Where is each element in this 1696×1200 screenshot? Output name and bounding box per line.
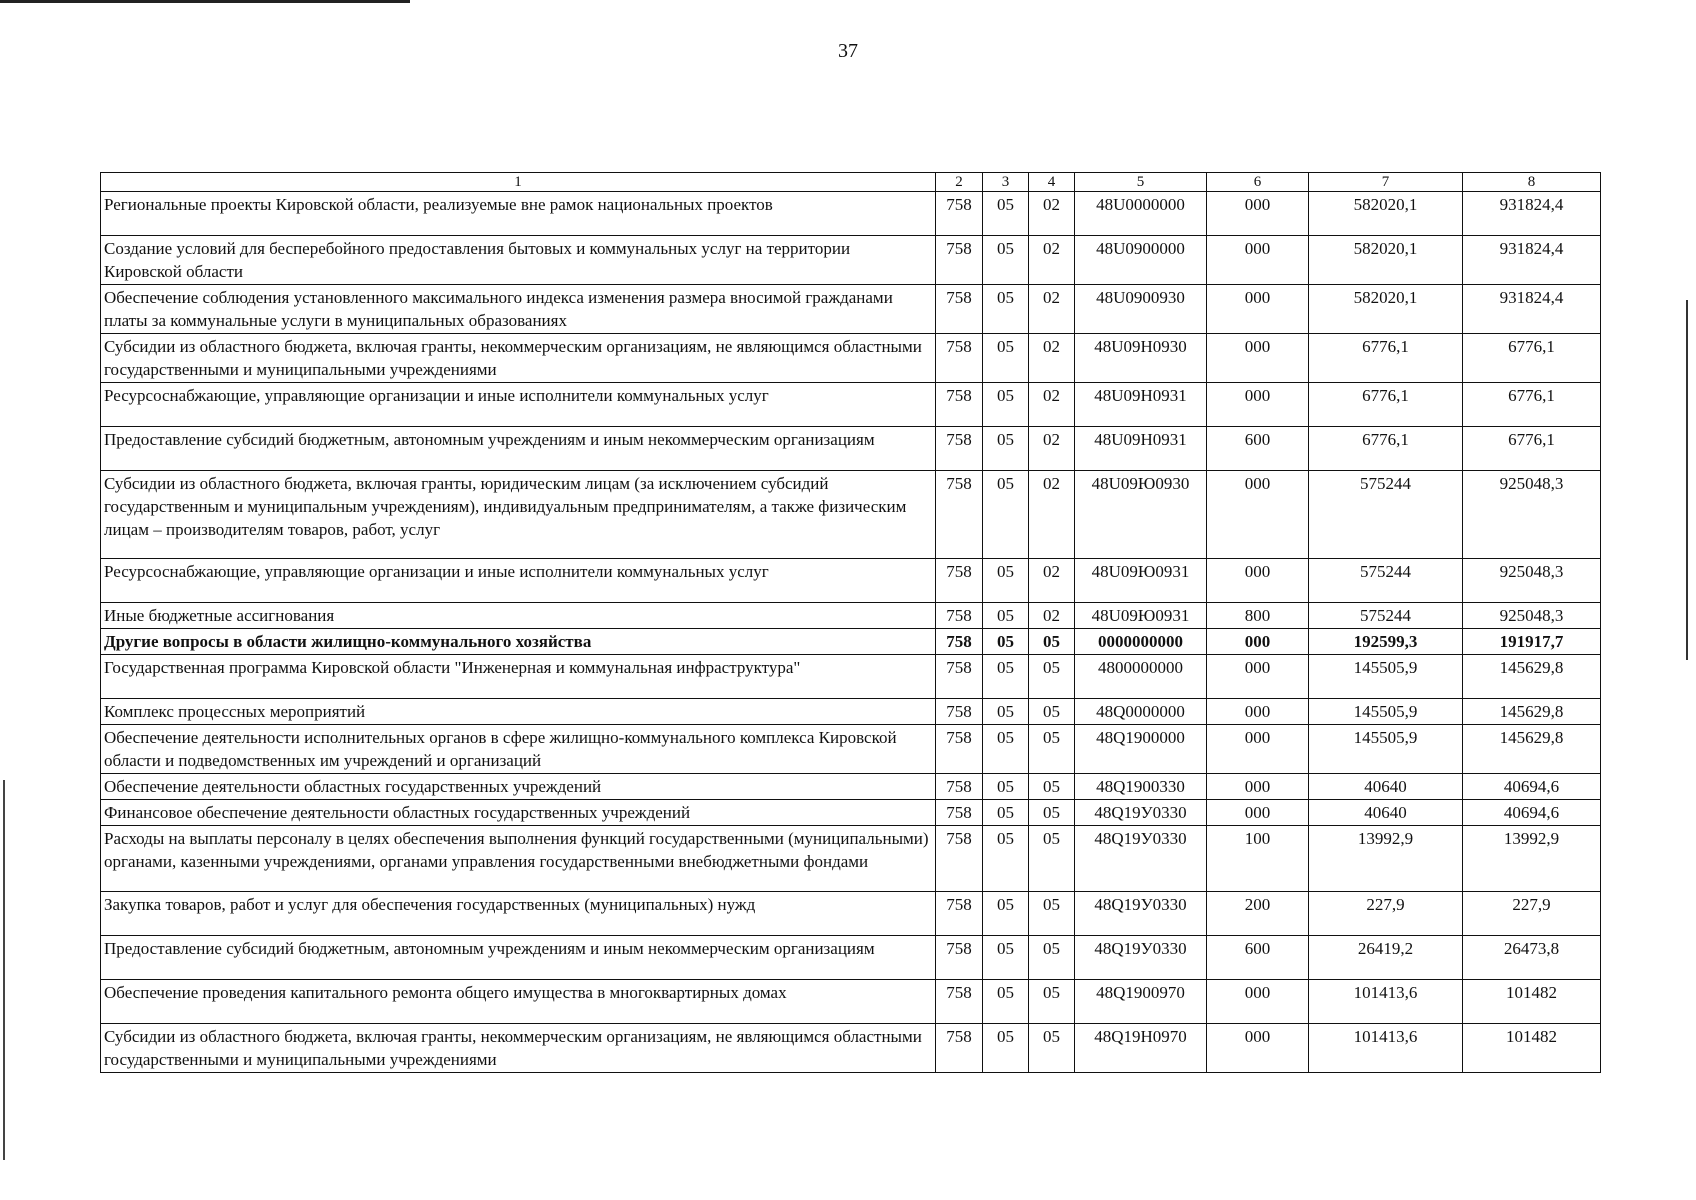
amount-year-1-cell: 40640 <box>1309 800 1463 826</box>
section-cell: 05 <box>983 236 1029 285</box>
amount-year-1-cell: 101413,6 <box>1309 980 1463 1024</box>
table-row <box>101 334 1601 383</box>
table-row <box>101 383 1601 427</box>
expense-type-cell: 000 <box>1207 1024 1309 1073</box>
target-article-cell: 48Q19У0330 <box>1075 800 1207 826</box>
expense-type-cell: 000 <box>1207 980 1309 1024</box>
item-name-cell: Государственная программа Кировской области "Инженерная и коммунальная инфраструктура" <box>101 655 936 699</box>
amount-year-1-cell: 6776,1 <box>1309 383 1463 427</box>
item-name-cell: Субсидии из областного бюджета, включая гранты, некоммерческим организациям, не являющимся областными государственными и муниципальными учреждениями <box>101 334 936 383</box>
item-name-cell: Закупка товаров, работ и услуг для обеспечения государственных (муниципальных) нужд <box>101 892 936 936</box>
section-cell: 05 <box>983 334 1029 383</box>
ministry-code-cell: 758 <box>936 892 983 936</box>
amount-year-2-cell: 925048,3 <box>1463 603 1601 629</box>
column-number-2: 2 <box>936 173 983 192</box>
amount-year-2-cell: 40694,6 <box>1463 800 1601 826</box>
section-cell: 05 <box>983 559 1029 603</box>
table-row <box>101 800 1601 826</box>
item-name-cell: Расходы на выплаты персоналу в целях обеспечения выполнения функций государственными (муниципальными) органами, казенными учреждениями, органами управления государственными внебюджетными фондами <box>101 826 936 892</box>
table-row <box>101 192 1601 236</box>
scan-edge-right <box>1686 300 1688 660</box>
table-row <box>101 559 1601 603</box>
target-article-cell: 48U09Ю0931 <box>1075 559 1207 603</box>
item-name-cell: Субсидии из областного бюджета, включая гранты, некоммерческим организациям, не являющимся областными государственными и муниципальными учреждениями <box>101 1024 936 1073</box>
target-article-cell: 48U0900000 <box>1075 236 1207 285</box>
table-row <box>101 655 1601 699</box>
table-row <box>101 285 1601 334</box>
subsection-cell: 02 <box>1029 192 1075 236</box>
item-name-cell: Ресурсоснабжающие, управляющие организации и иные исполнители коммунальных услуг <box>101 383 936 427</box>
expense-type-cell: 000 <box>1207 192 1309 236</box>
target-article-cell: 48U09Ю0930 <box>1075 471 1207 559</box>
subsection-cell: 02 <box>1029 471 1075 559</box>
amount-year-2-cell: 191917,7 <box>1463 629 1601 655</box>
ministry-code-cell: 758 <box>936 800 983 826</box>
ministry-code-cell: 758 <box>936 774 983 800</box>
column-number-8: 8 <box>1463 173 1601 192</box>
amount-year-2-cell: 145629,8 <box>1463 699 1601 725</box>
column-number-5: 5 <box>1075 173 1207 192</box>
amount-year-1-cell: 575244 <box>1309 603 1463 629</box>
table-row <box>101 427 1601 471</box>
ministry-code-cell: 758 <box>936 936 983 980</box>
target-article-cell: 48U09H0931 <box>1075 427 1207 471</box>
target-article-cell: 48Q0000000 <box>1075 699 1207 725</box>
ministry-code-cell: 758 <box>936 334 983 383</box>
section-cell: 05 <box>983 285 1029 334</box>
amount-year-2-cell: 40694,6 <box>1463 774 1601 800</box>
expense-type-cell: 600 <box>1207 936 1309 980</box>
subsection-cell: 02 <box>1029 427 1075 471</box>
expense-type-cell: 800 <box>1207 603 1309 629</box>
page-number: 37 <box>838 40 858 62</box>
target-article-cell: 4800000000 <box>1075 655 1207 699</box>
amount-year-1-cell: 145505,9 <box>1309 725 1463 774</box>
ministry-code-cell: 758 <box>936 559 983 603</box>
amount-year-1-cell: 13992,9 <box>1309 826 1463 892</box>
target-article-cell: 48Q1900330 <box>1075 774 1207 800</box>
amount-year-1-cell: 582020,1 <box>1309 192 1463 236</box>
amount-year-1-cell: 145505,9 <box>1309 655 1463 699</box>
table-row <box>101 1024 1601 1073</box>
column-number-7: 7 <box>1309 173 1463 192</box>
item-name-cell: Обеспечение деятельности исполнительных органов в сфере жилищно-коммунального комплекса Кировской области и подведомственных им учреждений и организаций <box>101 725 936 774</box>
amount-year-1-cell: 575244 <box>1309 471 1463 559</box>
expense-type-cell: 000 <box>1207 334 1309 383</box>
expense-type-cell: 000 <box>1207 236 1309 285</box>
amount-year-1-cell: 582020,1 <box>1309 236 1463 285</box>
table-row <box>101 774 1601 800</box>
target-article-cell: 48Q1900970 <box>1075 980 1207 1024</box>
amount-year-1-cell: 582020,1 <box>1309 285 1463 334</box>
subsection-cell: 05 <box>1029 980 1075 1024</box>
column-number-6: 6 <box>1207 173 1309 192</box>
item-name-cell: Комплекс процессных мероприятий <box>101 699 936 725</box>
subsection-cell: 02 <box>1029 559 1075 603</box>
column-number-row <box>101 173 1601 192</box>
section-cell: 05 <box>983 936 1029 980</box>
target-article-cell: 48U0000000 <box>1075 192 1207 236</box>
ministry-code-cell: 758 <box>936 826 983 892</box>
section-cell: 05 <box>983 980 1029 1024</box>
section-cell: 05 <box>983 774 1029 800</box>
item-name-cell: Субсидии из областного бюджета, включая гранты, юридическим лицам (за исключением субсидий государственным и муниципальным учреждениям), индивидуальным предпринимателям, а также физическим лицам – производителям товаров, работ, услуг <box>101 471 936 559</box>
expense-type-cell: 000 <box>1207 471 1309 559</box>
amount-year-1-cell: 575244 <box>1309 559 1463 603</box>
item-name-cell: Региональные проекты Кировской области, реализуемые вне рамок национальных проектов <box>101 192 936 236</box>
ministry-code-cell: 758 <box>936 603 983 629</box>
amount-year-2-cell: 931824,4 <box>1463 192 1601 236</box>
table-row <box>101 603 1601 629</box>
expense-type-cell: 000 <box>1207 285 1309 334</box>
amount-year-2-cell: 6776,1 <box>1463 334 1601 383</box>
table-row <box>101 725 1601 774</box>
table-row <box>101 936 1601 980</box>
section-cell: 05 <box>983 192 1029 236</box>
section-cell: 05 <box>983 471 1029 559</box>
amount-year-2-cell: 145629,8 <box>1463 725 1601 774</box>
subsection-cell: 05 <box>1029 892 1075 936</box>
amount-year-1-cell: 192599,3 <box>1309 629 1463 655</box>
amount-year-2-cell: 101482 <box>1463 1024 1601 1073</box>
amount-year-2-cell: 925048,3 <box>1463 471 1601 559</box>
ministry-code-cell: 758 <box>936 980 983 1024</box>
target-article-cell: 48Q19H0970 <box>1075 1024 1207 1073</box>
subsection-cell: 05 <box>1029 725 1075 774</box>
target-article-cell: 48Q1900000 <box>1075 725 1207 774</box>
item-name-cell: Обеспечение проведения капитального ремонта общего имущества в многоквартирных домах <box>101 980 936 1024</box>
section-cell: 05 <box>983 800 1029 826</box>
expense-type-cell: 600 <box>1207 427 1309 471</box>
expense-type-cell: 000 <box>1207 629 1309 655</box>
budget-table <box>100 172 1601 1073</box>
table-row <box>101 826 1601 892</box>
item-name-cell: Предоставление субсидий бюджетным, автономным учреждениям и иным некоммерческим организациям <box>101 936 936 980</box>
table-row <box>101 892 1601 936</box>
section-cell: 05 <box>983 427 1029 471</box>
subsection-cell: 05 <box>1029 826 1075 892</box>
expense-type-cell: 000 <box>1207 383 1309 427</box>
subsection-cell: 05 <box>1029 936 1075 980</box>
amount-year-1-cell: 40640 <box>1309 774 1463 800</box>
target-article-cell: 48Q19У0330 <box>1075 826 1207 892</box>
section-cell: 05 <box>983 629 1029 655</box>
section-cell: 05 <box>983 725 1029 774</box>
subsection-cell: 05 <box>1029 629 1075 655</box>
target-article-cell: 48U09H0931 <box>1075 383 1207 427</box>
table-row <box>101 699 1601 725</box>
subsection-cell: 02 <box>1029 285 1075 334</box>
expense-type-cell: 000 <box>1207 725 1309 774</box>
section-cell: 05 <box>983 383 1029 427</box>
subsection-cell: 05 <box>1029 800 1075 826</box>
target-article-cell: 48U09Ю0931 <box>1075 603 1207 629</box>
section-cell: 05 <box>983 699 1029 725</box>
table-row <box>101 629 1601 655</box>
subsection-cell: 05 <box>1029 655 1075 699</box>
amount-year-2-cell: 145629,8 <box>1463 655 1601 699</box>
item-name-cell: Ресурсоснабжающие, управляющие организации и иные исполнители коммунальных услуг <box>101 559 936 603</box>
scan-edge-top <box>0 0 410 3</box>
amount-year-1-cell: 227,9 <box>1309 892 1463 936</box>
amount-year-2-cell: 6776,1 <box>1463 383 1601 427</box>
subsection-cell: 02 <box>1029 603 1075 629</box>
column-number-4: 4 <box>1029 173 1075 192</box>
expense-type-cell: 200 <box>1207 892 1309 936</box>
section-cell: 05 <box>983 655 1029 699</box>
ministry-code-cell: 758 <box>936 1024 983 1073</box>
table-row <box>101 236 1601 285</box>
expense-type-cell: 100 <box>1207 826 1309 892</box>
scan-edge-left <box>3 780 5 1160</box>
amount-year-2-cell: 925048,3 <box>1463 559 1601 603</box>
ministry-code-cell: 758 <box>936 236 983 285</box>
amount-year-1-cell: 145505,9 <box>1309 699 1463 725</box>
amount-year-1-cell: 26419,2 <box>1309 936 1463 980</box>
item-name-cell: Иные бюджетные ассигнования <box>101 603 936 629</box>
item-name-cell: Предоставление субсидий бюджетным, автономным учреждениям и иным некоммерческим организациям <box>101 427 936 471</box>
amount-year-1-cell: 101413,6 <box>1309 1024 1463 1073</box>
section-cell: 05 <box>983 1024 1029 1073</box>
target-article-cell: 48U0900930 <box>1075 285 1207 334</box>
subsection-cell: 02 <box>1029 334 1075 383</box>
column-number-3: 3 <box>983 173 1029 192</box>
amount-year-2-cell: 101482 <box>1463 980 1601 1024</box>
ministry-code-cell: 758 <box>936 725 983 774</box>
target-article-cell: 48Q19У0330 <box>1075 892 1207 936</box>
ministry-code-cell: 758 <box>936 699 983 725</box>
target-article-cell: 0000000000 <box>1075 629 1207 655</box>
section-cell: 05 <box>983 603 1029 629</box>
ministry-code-cell: 758 <box>936 427 983 471</box>
expense-type-cell: 000 <box>1207 699 1309 725</box>
table-body <box>101 192 1601 1073</box>
subsection-cell: 05 <box>1029 1024 1075 1073</box>
amount-year-2-cell: 13992,9 <box>1463 826 1601 892</box>
subsection-cell: 05 <box>1029 774 1075 800</box>
ministry-code-cell: 758 <box>936 192 983 236</box>
ministry-code-cell: 758 <box>936 471 983 559</box>
amount-year-1-cell: 6776,1 <box>1309 334 1463 383</box>
target-article-cell: 48Q19У0330 <box>1075 936 1207 980</box>
subsection-cell: 02 <box>1029 383 1075 427</box>
amount-year-2-cell: 6776,1 <box>1463 427 1601 471</box>
item-name-cell: Финансовое обеспечение деятельности областных государственных учреждений <box>101 800 936 826</box>
amount-year-1-cell: 6776,1 <box>1309 427 1463 471</box>
target-article-cell: 48U09H0930 <box>1075 334 1207 383</box>
amount-year-2-cell: 227,9 <box>1463 892 1601 936</box>
ministry-code-cell: 758 <box>936 285 983 334</box>
table-row <box>101 471 1601 559</box>
expense-type-cell: 000 <box>1207 774 1309 800</box>
subsection-cell: 02 <box>1029 236 1075 285</box>
section-cell: 05 <box>983 826 1029 892</box>
amount-year-2-cell: 931824,4 <box>1463 285 1601 334</box>
amount-year-2-cell: 931824,4 <box>1463 236 1601 285</box>
expense-type-cell: 000 <box>1207 800 1309 826</box>
item-name-cell: Другие вопросы в области жилищно-коммунального хозяйства <box>101 629 936 655</box>
item-name-cell: Обеспечение деятельности областных государственных учреждений <box>101 774 936 800</box>
ministry-code-cell: 758 <box>936 383 983 427</box>
item-name-cell: Обеспечение соблюдения установленного максимального индекса изменения размера вносимой гражданами платы за коммунальные услуги в муниципальных образованиях <box>101 285 936 334</box>
amount-year-2-cell: 26473,8 <box>1463 936 1601 980</box>
table-row <box>101 980 1601 1024</box>
column-number-1: 1 <box>101 173 936 192</box>
ministry-code-cell: 758 <box>936 629 983 655</box>
expense-type-cell: 000 <box>1207 559 1309 603</box>
section-cell: 05 <box>983 892 1029 936</box>
ministry-code-cell: 758 <box>936 655 983 699</box>
subsection-cell: 05 <box>1029 699 1075 725</box>
expense-type-cell: 000 <box>1207 655 1309 699</box>
item-name-cell: Создание условий для бесперебойного предоставления бытовых и коммунальных услуг на территории Кировской области <box>101 236 936 285</box>
